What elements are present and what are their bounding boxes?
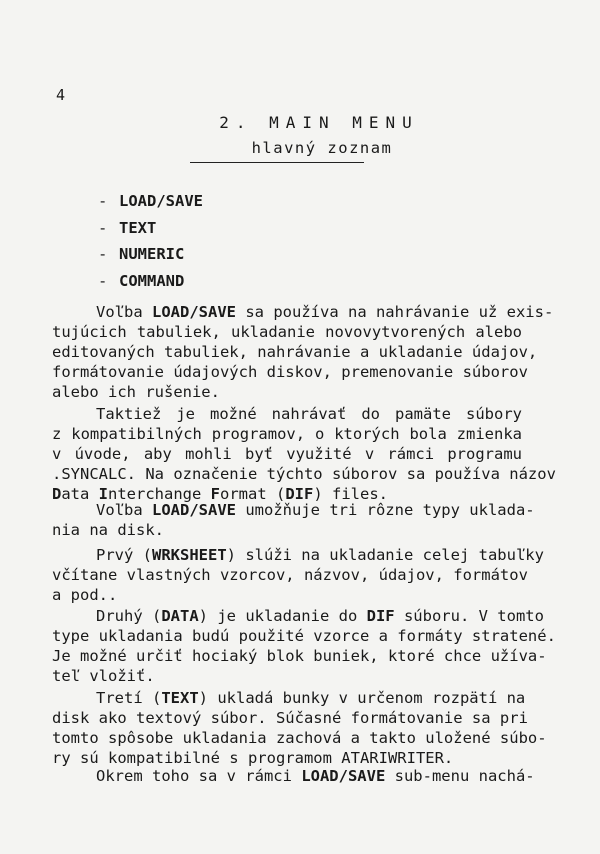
bold-term: WRKSHEET xyxy=(152,546,227,564)
bold-term: DIF xyxy=(285,485,314,503)
subtitle-underline xyxy=(190,162,364,163)
bold-term: LOAD/SAVE xyxy=(152,303,236,321)
text-line: z kompatibilných programov, o ktorých bola zmienka xyxy=(52,425,522,443)
menu-item-label: COMMAND xyxy=(119,271,185,290)
text-line: teľ vložiť. xyxy=(52,667,155,685)
menu-item: - NUMERIC xyxy=(98,245,185,263)
text-line: formátovanie údajových diskov, premenovanie súborov xyxy=(52,363,528,381)
paragraph xyxy=(52,404,556,504)
bold-term: D xyxy=(52,485,62,503)
menu-item: - LOAD/SAVE xyxy=(98,192,203,210)
text-line: tomto spôsobe ukladania zachová a takto uložené súbo- xyxy=(52,729,547,747)
menu-list xyxy=(98,188,203,294)
text-line: Voľba LOAD/SAVE umožňuje tri rôzne typy uklada- xyxy=(96,501,535,519)
paragraph xyxy=(52,688,547,768)
bold-term: I xyxy=(98,485,109,503)
paragraph xyxy=(52,606,556,686)
text-line: type ukladania budú použité vzorce a formáty stratené. xyxy=(52,627,556,645)
chapter-subtitle: hlavný zoznam xyxy=(251,139,393,157)
text-line: Tretí (TEXT) ukladá bunky v určenom rozpätí na xyxy=(96,689,526,707)
menu-item: - COMMAND xyxy=(98,271,185,290)
text-line: Prvý (WRKSHEET) slúži na ukladanie celej tabuľky xyxy=(96,546,544,564)
menu-item-label: TEXT xyxy=(119,218,157,237)
text-line: nia na disk. xyxy=(52,521,164,539)
paragraph xyxy=(52,500,535,540)
text-line: Okrem toho sa v rámci LOAD/SAVE sub-menu nachá- xyxy=(96,767,535,785)
text-line: a pod.. xyxy=(52,586,118,604)
menu-item: - TEXT xyxy=(98,218,157,237)
text-line: disk ako textový súbor. Súčasné formátovanie sa pri xyxy=(52,709,528,727)
text-line: Voľba LOAD/SAVE sa používa na nahrávanie už exis- xyxy=(96,303,554,321)
text-line: .SYNCALC. Na označenie týchto súborov sa používa názov xyxy=(52,465,556,483)
text-line: Druhý (DATA) je ukladanie do DIF súboru. V tomto xyxy=(96,607,544,625)
chapter-title: 2. MAIN MENU xyxy=(219,113,419,132)
paragraph xyxy=(52,545,544,605)
paragraph xyxy=(52,302,554,402)
text-line: alebo ich rušenie. xyxy=(52,383,220,401)
bold-term: DIF xyxy=(366,607,395,625)
text-line: editovaných tabuliek, nahrávanie a ukladanie údajov, xyxy=(52,343,538,361)
bold-term: LOAD/SAVE xyxy=(152,501,236,519)
paragraph xyxy=(52,766,535,786)
bold-term: DATA xyxy=(161,607,199,625)
bold-term: F xyxy=(210,485,221,503)
menu-item-label: NUMERIC xyxy=(119,245,185,263)
text-line: Taktiež je možné nahrávať do pamäte súbory xyxy=(96,405,522,423)
text-line: ry sú kompatibilné s programom ATARIWRITER. xyxy=(52,749,454,767)
text-line: v úvode, aby mohli byť využité v rámci programu xyxy=(52,445,522,463)
menu-item-label: LOAD/SAVE xyxy=(119,192,203,210)
text-line: Data Interchange Format (DIF) files. xyxy=(52,485,388,503)
text-line: Je možné určiť hociaký blok buniek, ktoré chce užíva- xyxy=(52,647,547,665)
page-number: 4 xyxy=(56,86,66,104)
bold-term: LOAD/SAVE xyxy=(301,767,386,785)
bold-term: TEXT xyxy=(161,689,199,707)
text-line: tujúcich tabuliek, ukladanie novovytvorených alebo xyxy=(52,323,522,341)
text-line: včítane vlastných vzorcov, názvov, údajov, formátov xyxy=(52,566,528,584)
